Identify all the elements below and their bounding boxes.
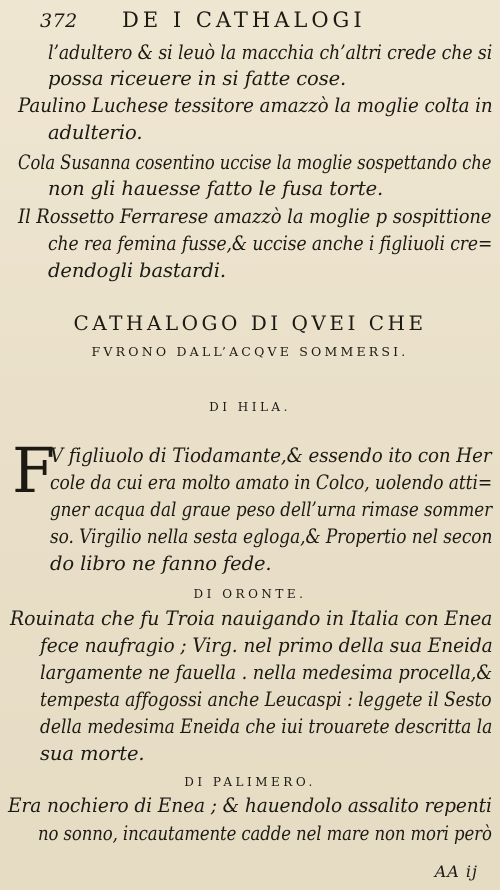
entry-heading: DI ORONTE.	[193, 587, 307, 601]
catchword: AA ij	[434, 862, 478, 881]
text-line: sua morte.	[40, 742, 145, 765]
page-number: 372	[40, 10, 78, 32]
entry-heading: DI HILA.	[209, 400, 291, 414]
text-line: no sonno, incautamente cadde nel mare non mori però	[38, 822, 492, 845]
text-line: Rouinata che fu Troia nauigando in Italia con Enea	[10, 607, 493, 630]
drop-cap: F	[12, 434, 56, 507]
text-line: V figliuolo di Tiodamante,& essendo ito con Her	[50, 444, 492, 467]
text-line: della medesima Eneida che iui trouarete descritta la	[40, 715, 493, 738]
text-line: Era nochiero di Enea ; & hauendolo assalito repenti	[8, 794, 492, 817]
page-header	[40, 6, 484, 36]
text-line: adulterio.	[48, 121, 143, 144]
text-line: non gli hauesse fatto le fusa torte.	[48, 177, 384, 200]
text-line: gner acqua dal graue peso dell’urna rimase sommer	[50, 498, 493, 521]
text-line: l’adultero & si leuò la macchia ch’altri crede che si	[48, 41, 493, 64]
text-line: largamente ne fauella . nella medesima procella,&	[40, 661, 493, 684]
text-line: cole da cui era molto amato in Colco, uolendo atti=	[50, 471, 493, 494]
text-line: Cola Susanna cosentino uccise la moglie sospettando che	[18, 151, 492, 174]
entry-heading: DI PALIMERO.	[184, 775, 316, 789]
section-title: CATHALOGO DI QVEI CHE	[73, 311, 427, 335]
text-line: fece naufragio ; Virg. nel primo della sua Eneida	[40, 634, 493, 657]
text-line: possa riceuere in si fatte cose.	[48, 67, 347, 90]
text-line: so. Virgilio nella sesta egloga,& Propertio nel secon	[50, 525, 493, 548]
text-line: dendogli bastardi.	[48, 259, 226, 282]
text-line: do libro ne fanno fede.	[50, 552, 272, 575]
text-line: che rea femina fusse,& uccise anche i figliuoli cre=	[48, 232, 493, 255]
text-line: Paulino Luchese tessitore amazzò la moglie colta in	[18, 94, 493, 117]
running-head: DE I CATHALOGI	[122, 8, 366, 32]
section-subtitle: FVRONO DALL’ACQVE SOMMERSI.	[91, 344, 409, 359]
text-line: Il Rossetto Ferrarese amazzò la moglie p sospittione	[18, 205, 492, 228]
text-line: tempesta affogossi anche Leucaspi : leggete il Sesto	[40, 688, 492, 711]
